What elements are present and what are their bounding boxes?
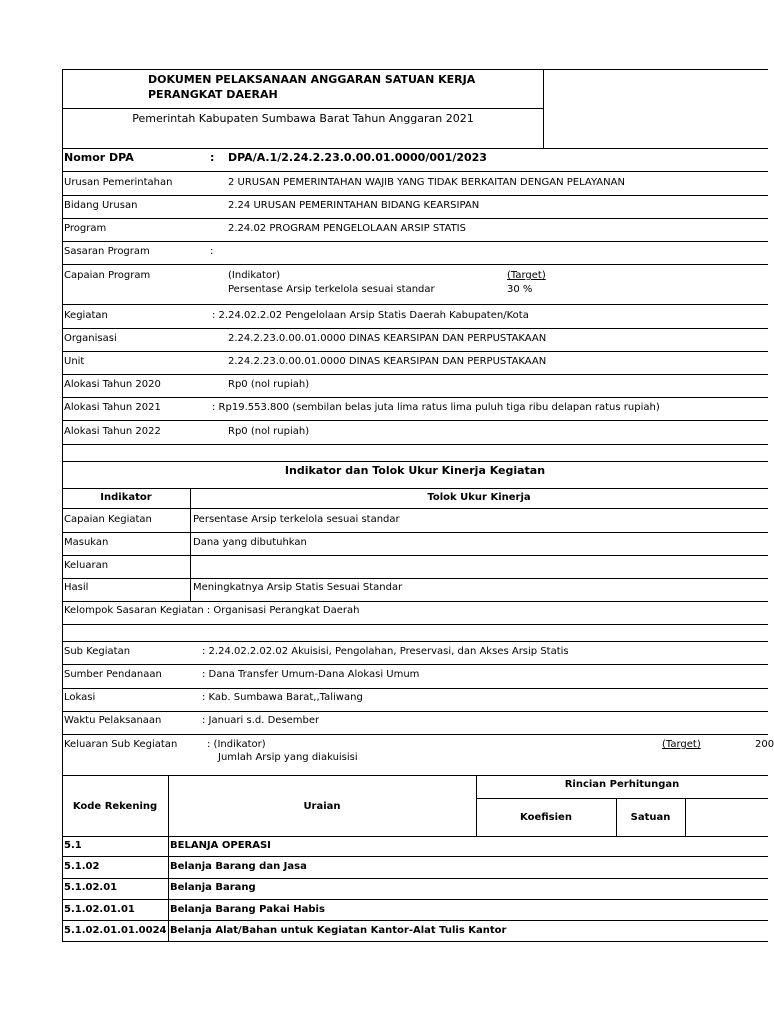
koefisien-head: Koefisien: [520, 812, 572, 823]
info-label: Alokasi Tahun 2021: [64, 402, 161, 413]
dpa-label: Nomor DPA: [64, 151, 134, 164]
indikator-section-title: Indikator dan Tolok Ukur Kinerja Kegiatan: [284, 464, 546, 477]
info-value: : 2.24.02.2.02 Pengelolaan Arsip Statis Daerah Kabupaten/Kota: [212, 310, 529, 321]
capaian-target-head: (Target): [507, 270, 546, 281]
sub-label: Lokasi: [64, 692, 96, 703]
indikator-label: Masukan: [64, 537, 109, 548]
sub-label: Sumber Pendanaan: [64, 669, 162, 680]
keluaran-target: 200: [755, 739, 774, 750]
keluaran-indikator-head: : (Indikator): [207, 739, 266, 750]
kode-cell: 5.1.02.01.01: [64, 904, 135, 915]
uraian-cell: BELANJA OPERASI: [170, 840, 271, 851]
info-value: 2 URUSAN PEMERINTAHAN WAJIB YANG TIDAK BERKAITAN DENGAN PELAYANAN: [228, 177, 625, 188]
info-value: 2.24 URUSAN PEMERINTAHAN BIDANG KEARSIPAN: [228, 200, 480, 211]
rincian-head: Rincian Perhitungan: [564, 779, 680, 790]
kelompok-sasaran: Kelompok Sasaran Kegiatan : Organisasi Perangkat Daerah: [64, 605, 360, 616]
capaian-indikator: Persentase Arsip terkelola sesuai standar: [228, 284, 435, 295]
info-label: Urusan Pemerintahan: [64, 177, 173, 188]
info-value: : Rp19.553.800 (sembilan belas juta lima ratus lima puluh tiga ribu delapan ratus rupiah): [212, 402, 660, 413]
capaian-target: 30 %: [507, 284, 533, 295]
uraian-cell: Belanja Barang dan Jasa: [170, 861, 307, 872]
info-value: 2.24.2.23.0.00.01.0000 DINAS KEARSIPAN DAN PERPUSTAKAAN: [228, 333, 547, 344]
sub-label: Waktu Pelaksanaan: [64, 715, 162, 726]
sub-value: : Kab. Sumbawa Barat,,Taliwang: [202, 692, 363, 703]
uraian-cell: Belanja Barang Pakai Habis: [170, 904, 325, 915]
indikator-value: Meningkatnya Arsip Statis Sesuai Standar: [193, 582, 403, 593]
keluaran-sub-label: Keluaran Sub Kegiatan: [64, 739, 178, 750]
info-label: Kegiatan: [64, 310, 108, 321]
keluaran-target-head: (Target): [662, 739, 701, 750]
info-value: 2.24.2.23.0.00.01.0000 DINAS KEARSIPAN DAN PERPUSTAKAAN: [228, 356, 547, 367]
info-value: :: [210, 246, 214, 257]
capaian-indikator-head: (Indikator): [228, 270, 281, 281]
indikator-label: Keluaran: [64, 560, 109, 571]
keluaran-indikator: Jumlah Arsip yang diakuisisi: [218, 752, 358, 763]
info-label: Alokasi Tahun 2022: [64, 426, 161, 437]
indikator-value: Dana yang dibutuhkan: [193, 537, 307, 548]
capaian-program-label: Capaian Program: [64, 270, 151, 281]
info-label: Organisasi: [64, 333, 117, 344]
indikator-value: Persentase Arsip terkelola sesuai standar: [193, 514, 400, 525]
info-value: Rp0 (nol rupiah): [228, 379, 310, 390]
indikator-col-head: Indikator: [100, 492, 152, 503]
info-label: Sasaran Program: [64, 246, 150, 257]
kode-rekening-head: Kode Rekening: [72, 801, 158, 812]
dpa-separator: :: [210, 151, 215, 164]
sub-label: Sub Kegiatan: [64, 646, 131, 657]
indikator-label: Hasil: [64, 582, 89, 593]
kode-cell: 5.1.02: [64, 861, 100, 872]
info-label: Bidang Urusan: [64, 200, 138, 211]
sub-value: : 2.24.02.2.02.02 Akuisisi, Pengolahan, Preservasi, dan Akses Arsip Statis: [202, 646, 569, 657]
indikator-label: Capaian Kegiatan: [64, 514, 152, 525]
info-label: Program: [64, 223, 107, 234]
tolok-ukur-col-head: Tolok Ukur Kinerja: [427, 492, 531, 503]
kode-cell: 5.1: [64, 840, 82, 851]
sub-value: : Dana Transfer Umum-Dana Alokasi Umum: [202, 669, 420, 680]
info-value: 2.24.02 PROGRAM PENGELOLAAN ARSIP STATIS: [228, 223, 466, 234]
uraian-head: Uraian: [303, 801, 341, 812]
info-value: Rp0 (nol rupiah): [228, 426, 310, 437]
dpa-number: DPA/A.1/2.24.2.23.0.00.01.0000/001/2023: [228, 151, 487, 164]
kode-cell: 5.1.02.01: [64, 882, 118, 893]
document-title: DOKUMEN PELAKSANAAN ANGGARAN SATUAN KERJA PERANGKAT DAERAH: [148, 73, 476, 101]
uraian-cell: Belanja Barang: [170, 882, 256, 893]
satuan-head: Satuan: [630, 812, 671, 823]
document-subtitle: Pemerintah Kabupaten Sumbawa Barat Tahun Anggaran 2021: [132, 112, 474, 125]
sub-value: : Januari s.d. Desember: [202, 715, 320, 726]
info-label: Alokasi Tahun 2020: [64, 379, 161, 390]
info-label: Unit: [64, 356, 85, 367]
kode-cell: 5.1.02.01.01.0024: [64, 925, 167, 936]
uraian-cell: Belanja Alat/Bahan untuk Kegiatan Kantor-Alat Tulis Kantor: [170, 925, 507, 936]
